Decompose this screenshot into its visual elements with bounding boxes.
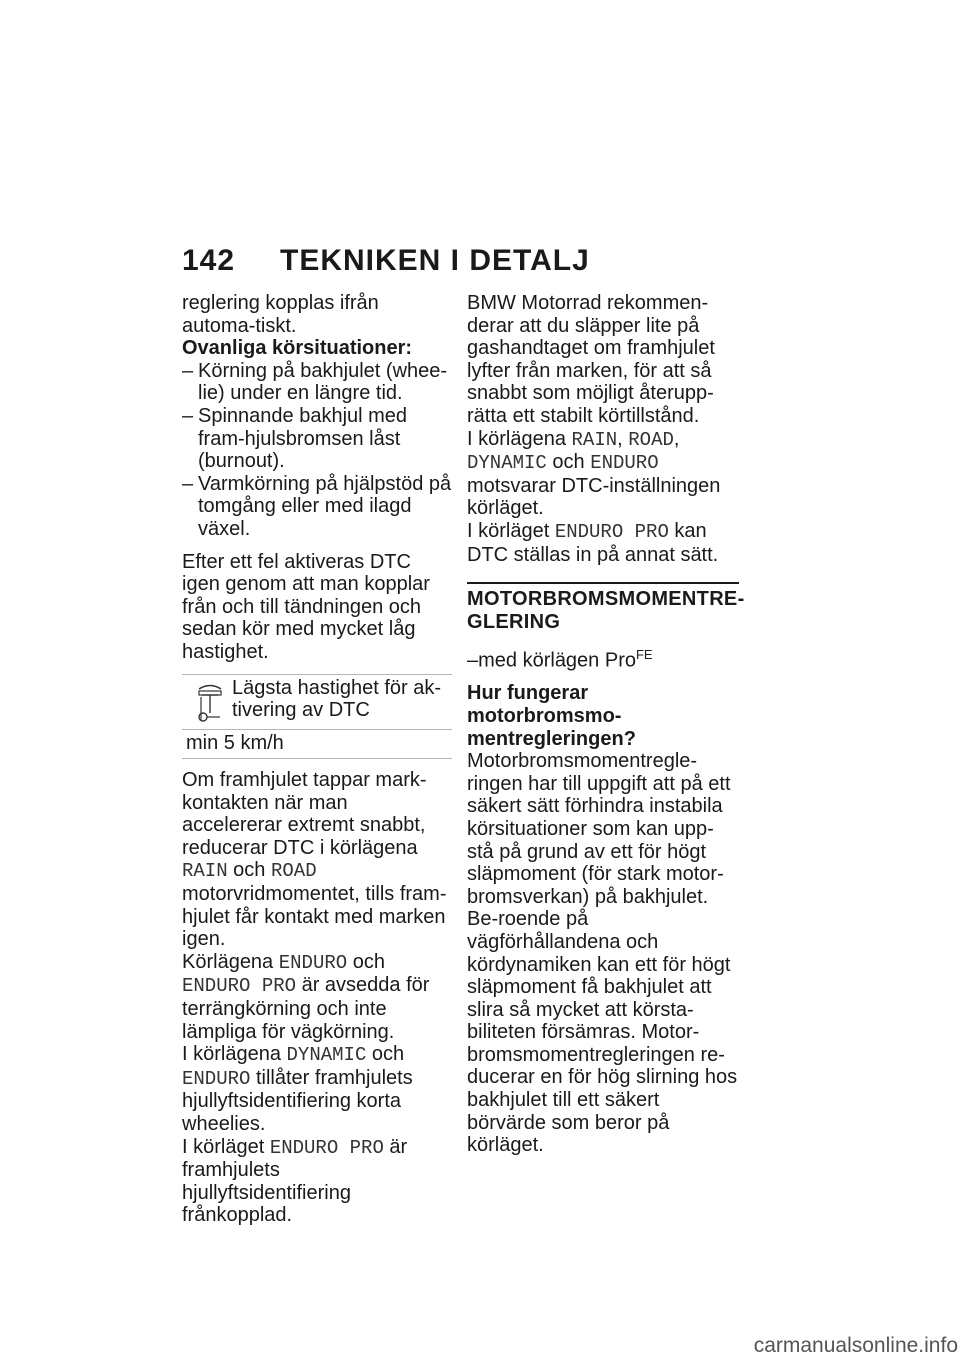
paragraph: Efter ett fel aktiveras DTC igen genom att man kopplar från och till tändningen och sedan kör med mycket låg hastighet. [182, 550, 430, 663]
subheading: Ovanliga körsituationer: [182, 337, 413, 360]
mode-enduro: ENDURO [590, 452, 659, 475]
paragraph: I körläget ENDURO PRO är framhjulets hjullyftsidentifiering frånkopplad. [182, 1135, 408, 1227]
mode-note: –med körlägen Pro$^{FE}$ [467, 647, 653, 672]
paragraph: reglering kopplas ifrån automa-tiskt. [182, 292, 379, 337]
mode-rain: RAIN [182, 860, 228, 883]
spec-label: Lägsta hastighet för ak-tivering av DTC [232, 676, 442, 722]
mode-enduro: ENDURO [182, 1067, 251, 1090]
mode-enduro-pro: ENDURO PRO [269, 1136, 384, 1159]
mode-enduro-pro: ENDURO PRO [554, 520, 669, 543]
paragraph: I körläget ENDURO PRO kan DTC ställas in på annat sätt. [467, 519, 719, 566]
mode-rain: RAIN [571, 428, 618, 451]
paragraph: Om framhjulet tappar mark-kontakten när man accelererar extremt snabbt, reducerar DTC i körlägena RAIN och ROAD motorvridmomentet, tills fram-hjulet får kontakt med marken igen. [182, 769, 447, 951]
mode-dynamic: DYNAMIC [467, 452, 547, 475]
spec-table [182, 674, 452, 760]
mode-dynamic: DYNAMIC [286, 1044, 367, 1067]
list-item: – Varmkörning på hjälpstöd på tomgång eller med ilagd växel. [182, 472, 452, 540]
mode-road: ROAD [270, 860, 317, 883]
left-column [182, 292, 452, 1227]
paragraph: BMW Motorrad rekommen-derar att du släpper lite på gashandtaget om framhjulet lyfter från marken, för att så snabbt som möjligt återupp-rätta ett stabilt körtillstånd. [467, 292, 715, 427]
mode-enduro-pro: ENDURO PRO [182, 975, 297, 998]
chapter-title: TEKNIKEN I DETALJ [280, 244, 590, 277]
section-title: MOTORBROMSMOMENTRE-GLERING [467, 588, 745, 634]
note-superscript: FE [635, 647, 653, 663]
list-item: – Spinnande bakhjul med fram-hjulsbromsen låst (burnout). [182, 404, 408, 473]
paragraph: I körlägena RAIN, ROAD, DYNAMIC och ENDURO motsvarar DTC-inställningen körläget. [467, 427, 721, 520]
paragraph: I körlägena DYNAMIC och ENDURO tillåter framhjulets hjullyftsidentifiering korta wheelies. [182, 1043, 413, 1135]
list-item: – Körning på bakhjulet (whee-lie) under en längre tid. [182, 359, 448, 405]
paragraph: Körlägena ENDURO och ENDURO PRO är avsedda för terrängkörning och inte lämpliga för vägkörning. [182, 950, 430, 1043]
mode-enduro: ENDURO [278, 951, 348, 974]
subheading: Hur fungerar motorbromsmo-mentregleringen? [467, 682, 636, 750]
mode-road: ROAD [628, 428, 674, 451]
spec-value: min 5 km/h [186, 731, 284, 754]
page-number: 142 [182, 244, 236, 277]
paragraph: Motorbromsmomentregle-ringen har till uppgift att på ett säkert sätt förhindra instabila körsituationer som kan upp-stå på grund av ett för högt släpmoment (för stark motor-bromsverkan) på bakhjulet. Be-roende på vägförhållandena och kördynamiken kan ett för högt släpmoment få bakhjulet att slira så mycket att körsta-biliteten försämras. Motor-bromsmomentregleringen re-ducerar en för hög slirning hos bakhjulet till ett säkert börvärde som beror på körläget. [467, 750, 738, 1157]
page-header [182, 244, 590, 278]
spec-header [182, 675, 452, 730]
section-divider [467, 582, 739, 584]
watermark: carmanualsonline.info [753, 1334, 958, 1357]
speedometer-icon [196, 683, 224, 725]
right-column [467, 292, 745, 1157]
